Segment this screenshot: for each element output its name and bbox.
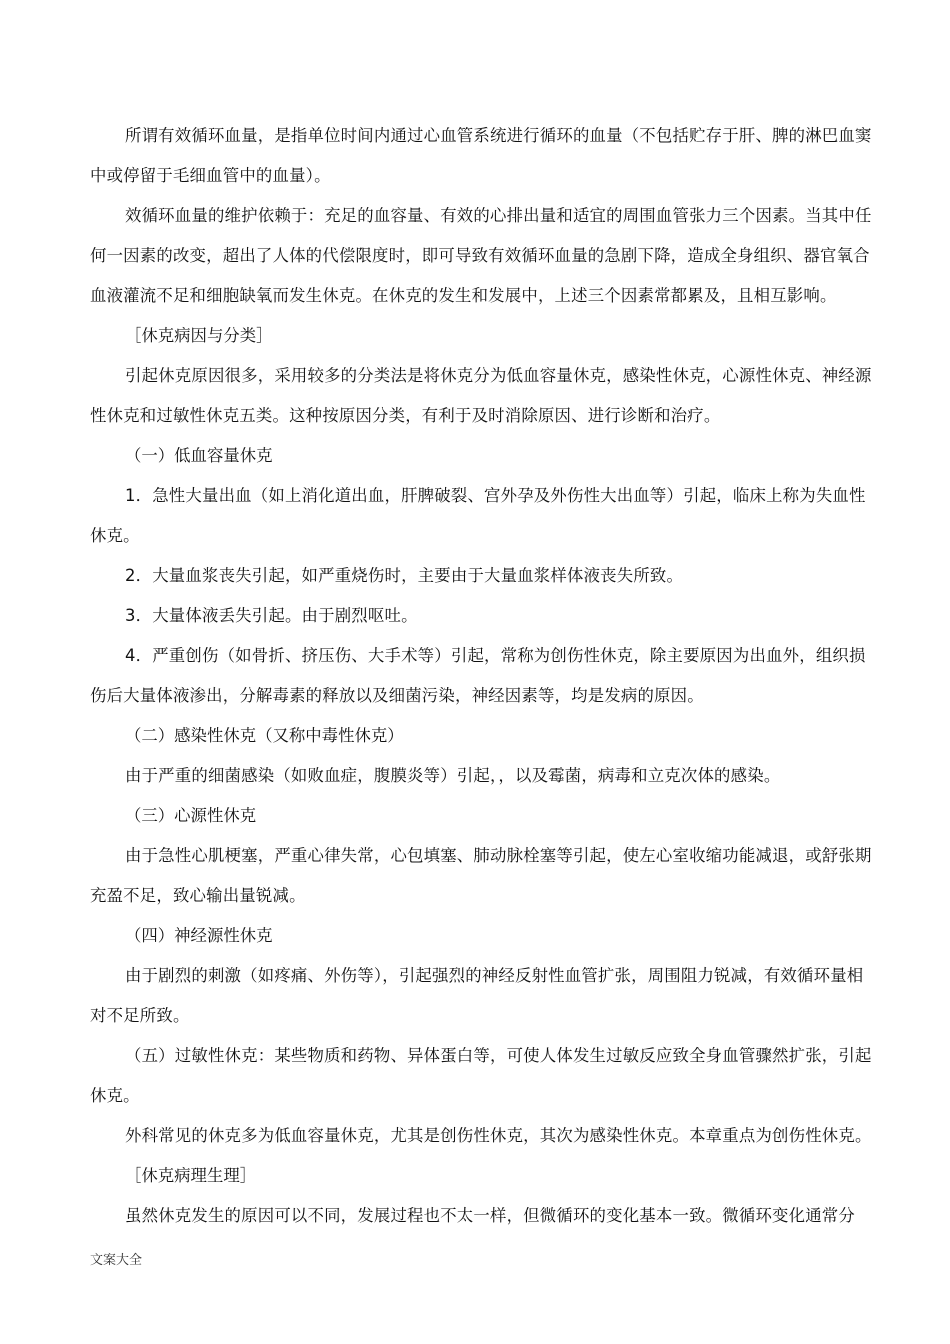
- list-item-severe-trauma: 4．严重创伤（如骨折、挤压伤、大手术等）引起，常称为创伤性休克，除主要原因为出血外，组织损伤后大量体液渗出，分解毒素的释放以及细菌污染，神经因素等，均是发病的原因。: [90, 646, 866, 705]
- paragraph-neurogenic-shock-causes: 由于剧烈的刺激（如疼痛、外伤等），引起强烈的神经反射性血管扩张，周围阻力锐减，有效循环量相对不足所致。: [90, 966, 864, 1025]
- subheading-septic-shock: （二）感染性休克（又称中毒性休克）: [125, 726, 404, 745]
- list-item-plasma-loss: 2．大量血浆丧失引起，如严重烧伤时，主要由于大量血浆样体液丧失所致。: [125, 566, 684, 585]
- document-body: [90, 116, 878, 1236]
- paragraph-cardiogenic-shock-causes: 由于急性心肌梗塞，严重心律失常，心包填塞、肺动脉栓塞等引起，使左心室收缩功能减退，或舒张期充盈不足，致心输出量锐减。: [90, 846, 872, 905]
- subheading-hypovolemic-shock: （一）低血容量休克: [125, 446, 273, 465]
- paragraph-classification-overview: 引起休克原因很多，采用较多的分类法是将休克分为低血容量休克，感染性休克，心源性休克、神经源性休克和过敏性休克五类。这种按原因分类，有利于及时消除原因、进行诊断和治疗。: [90, 366, 872, 425]
- section-heading-pathophysiology: ［休克病理生理］: [125, 1166, 257, 1185]
- paragraph-septic-shock-causes: 由于严重的细菌感染（如败血症，腹膜炎等）引起，，以及霉菌，病毒和立克次体的感染。: [125, 766, 781, 785]
- paragraph-anaphylactic-shock: （五）过敏性休克：某些物质和药物、异体蛋白等，可使人体发生过敏反应致全身血管骤然扩张，引起休克。: [90, 1046, 872, 1105]
- paragraph-surgical-shock-summary: 外科常见的休克多为低血容量休克，尤其是创伤性休克，其次为感染性休克。本章重点为创伤性休克。: [125, 1126, 872, 1145]
- paragraph-microcirculation-intro: 虽然休克发生的原因可以不同，发展过程也不太一样，但微循环的变化基本一致。微循环变化通常分: [125, 1206, 855, 1225]
- subheading-neurogenic-shock: （四）神经源性休克: [125, 926, 273, 945]
- list-item-acute-hemorrhage: 1．急性大量出血（如上消化道出血，肝脾破裂、宫外孕及外伤性大出血等）引起，临床上称为失血性休克。: [90, 486, 866, 545]
- paragraph-circulation-factors: 效循环血量的维护依赖于：充足的血容量、有效的心排出量和适宜的周围血管张力三个因素。当其中任何一因素的改变，超出了人体的代偿限度时，即可导致有效循环血量的急剧下降，造成全身组织、器官氧合血液灌流不足和细胞缺氧而发生休克。在休克的发生和发展中，上述三个因素常都累及，且相互影响。: [90, 206, 872, 305]
- page-footer-label: 文案大全: [90, 1253, 143, 1268]
- subheading-cardiogenic-shock: （三）心源性休克: [125, 806, 257, 825]
- list-item-fluid-loss: 3．大量体液丢失引起。由于剧烈呕吐。: [125, 606, 418, 625]
- paragraph-effective-circulation-definition: 所谓有效循环血量，是指单位时间内通过心血管系统进行循环的血量（不包括贮存于肝、脾的淋巴血窦中或停留于毛细血管中的血量）。: [90, 126, 872, 185]
- section-heading-causes-classification: ［休克病因与分类］: [125, 326, 273, 345]
